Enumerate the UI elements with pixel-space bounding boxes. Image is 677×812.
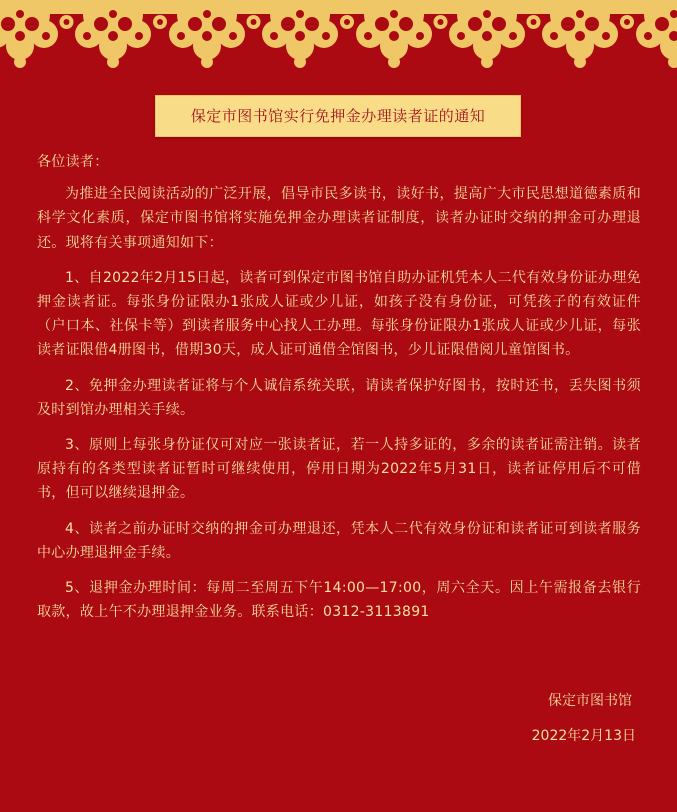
greeting: 各位读者： xyxy=(37,154,109,170)
notice-body xyxy=(37,150,641,635)
notice-title: 保定市图书馆实行免押金办理读者证的通知 xyxy=(155,95,521,137)
paragraph-item-4: 4、读者之前办证时交纳的押金可办理退还，凭本人二代有效身份证和读者证可到读者服务中心办理退押金手续。 xyxy=(37,520,641,561)
paragraph-item-1: 1、自2022年2月15日起，读者可到保定市图书馆自助办证机凭本人二代有效身份证办理免押金读者证。每张身份证限办1张成人证或少儿证，如孩子没有身份证，可凭孩子的有效证件（户口本、社保卡等）到读者服务中心找人工办理。每张身份证限办1张成人证或少儿证，每张读者证限借4册图书，借期30天，成人证可通借全馆图书，少儿证限借阅儿童馆图书。 xyxy=(37,269,641,359)
signature: 保定市图书馆 xyxy=(548,693,632,709)
paragraph-intro: 为推进全民阅读活动的广泛开展，倡导市民多读书，读好书，提高广大市民思想道德素质和科学文化素质，保定市图书馆将实施免押金办理读者证制度，读者办证时交纳的押金可办理退还。现将有关事项通知如下： xyxy=(37,186,641,251)
notice-date: 2022年2月13日 xyxy=(531,728,636,744)
paragraph-item-5: 5、退押金办理时间：每周二至周五下午14:00—17:00，周六全天。因上午需报备去银行取款，故上午不办理退押金业务。联系电话：0312-3113891 xyxy=(37,580,641,621)
gold-ornament-border xyxy=(0,0,677,72)
paragraph-item-2: 2、免押金办理读者证将与个人诚信系统关联，请读者保护好图书，按时还书，丢失图书须及时到馆办理相关手续。 xyxy=(37,377,641,418)
paragraph-item-3: 3、原则上每张身份证仅可对应一张读者证，若一人持多证的，多余的读者证需注销。读者原持有的各类型读者证暂时可继续使用，停用日期为2022年5月31日，读者证停用后不可借书，但可以继续退押金。 xyxy=(37,437,641,502)
